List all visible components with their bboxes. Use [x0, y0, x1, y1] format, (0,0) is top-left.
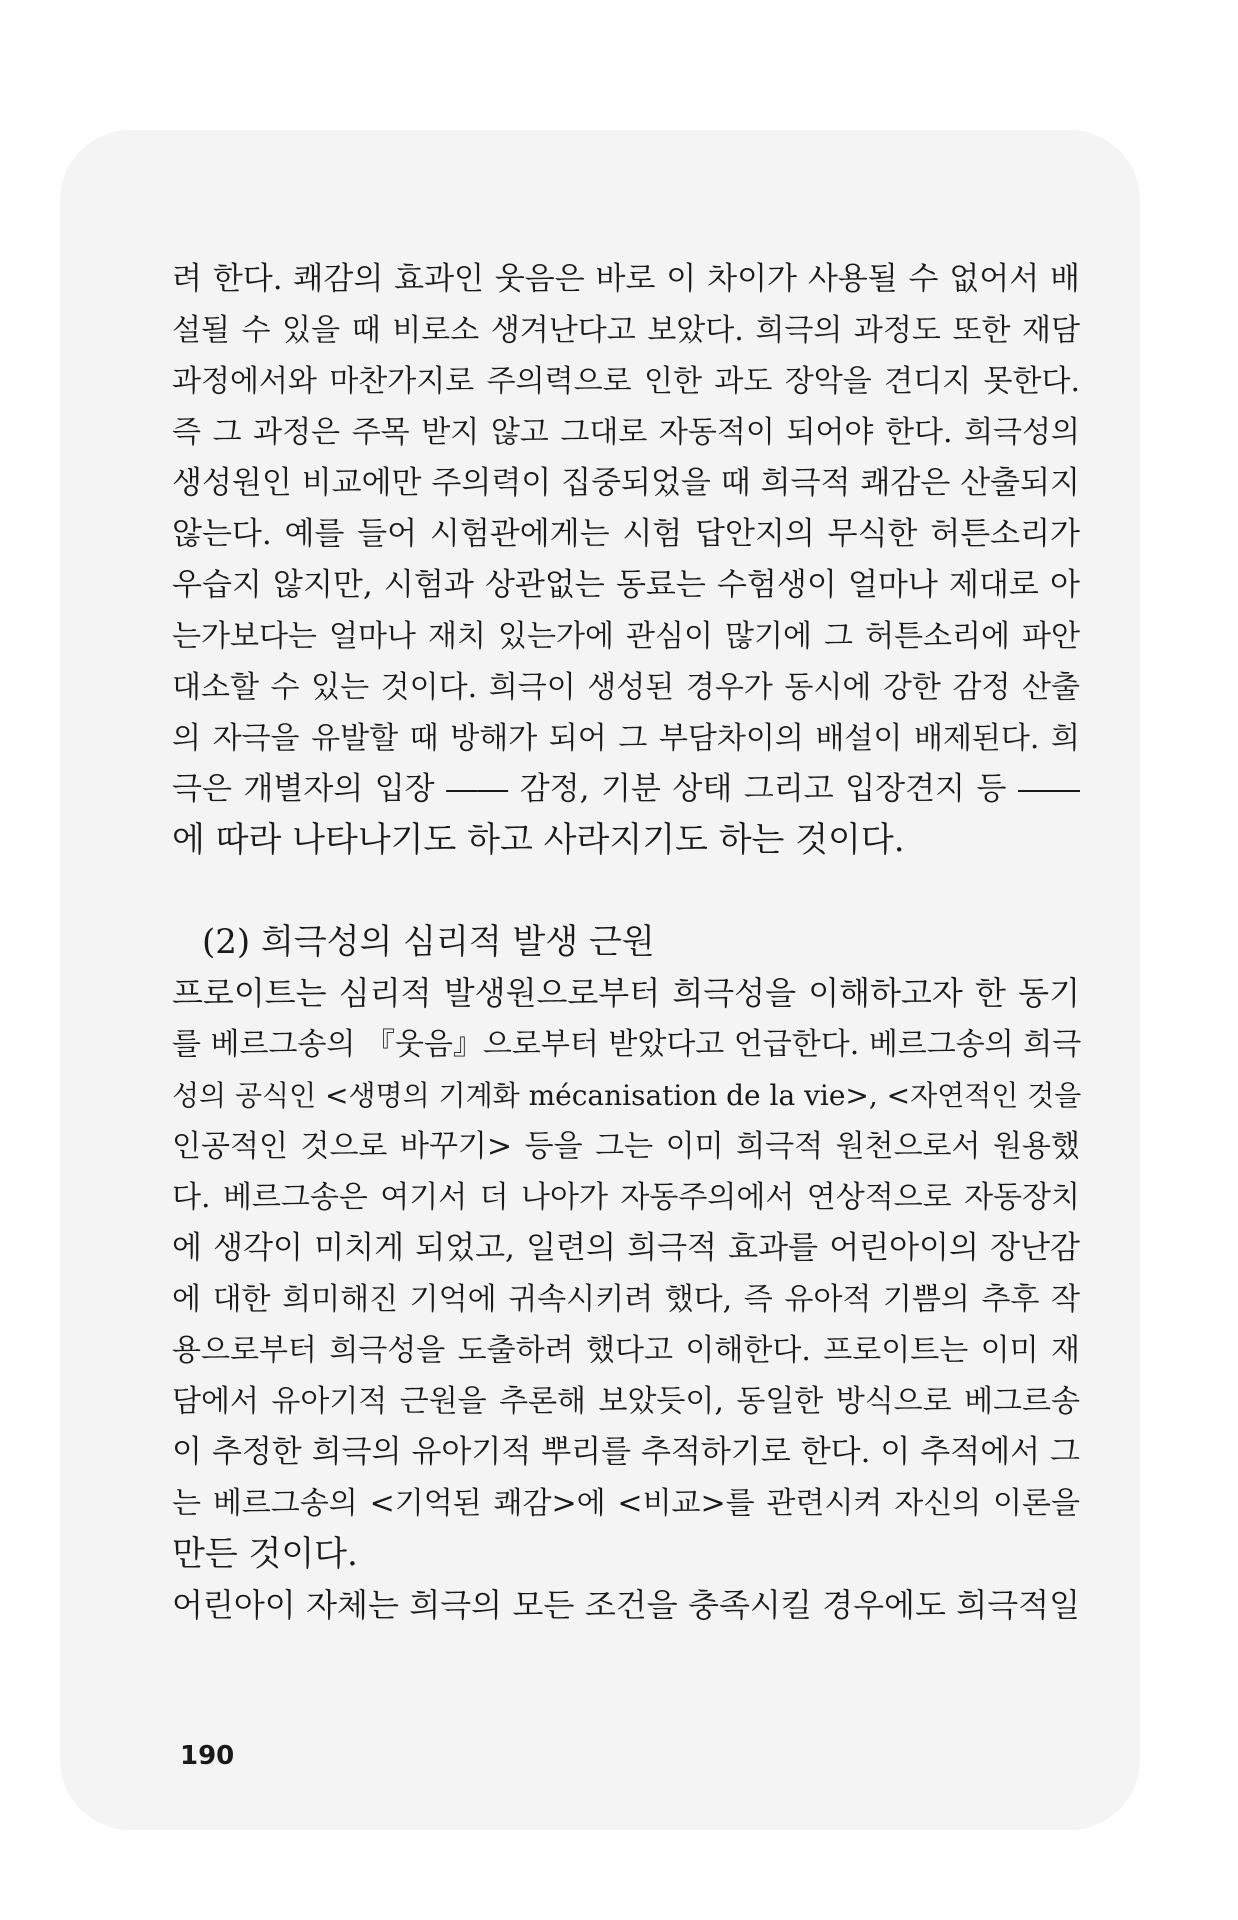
section-heading: (2) 희극성의 심리적 발생 근원 [202, 922, 655, 962]
text-line: 우습지 않지만, 시험과 상관없는 동료는 수험생이 얼마나 제대로 아 [172, 567, 1080, 603]
paragraph-2 [172, 968, 1080, 1580]
text-line: 의 자극을 유발할 때 방해가 되어 그 부담차이의 배설이 배제된다. 희 [172, 721, 1080, 756]
text-line: 인공적인 것으로 바꾸기> 등을 그는 이미 희극적 원천으로서 원용했 [172, 1129, 1080, 1164]
text-line: 는가보다는 얼마나 재치 있는가에 관심이 많기에 그 허튼소리에 파안 [172, 619, 1080, 654]
paragraph-1 [172, 254, 1080, 866]
page-number: 190 [180, 1741, 235, 1771]
text-line: 다. 베르그송은 여기서 더 나아가 자동주의에서 연상적으로 자동장치 [172, 1180, 1080, 1215]
text-line: 즉 그 과정은 주목 받지 않고 그대로 자동적이 되어야 한다. 희극성의 [172, 415, 1080, 450]
text-line: 에 따라 나타나기도 하고 사라지기도 하는 것이다. [172, 820, 905, 860]
text-line: 는 베르그송의 <기억된 쾌감>에 <비교>를 관련시켜 자신의 이론을 [172, 1486, 1080, 1521]
paragraph-3 [172, 1580, 1080, 1631]
text-line: 이 추정한 희극의 유아기적 뿌리를 추적하기로 한다. 이 추적에서 그 [172, 1434, 1080, 1470]
text-line: 용으로부터 희극성을 도출하려 했다고 이해한다. 프로이트는 이미 재 [172, 1333, 1080, 1368]
text-line: 대소할 수 있는 것이다. 희극이 생성된 경우가 동시에 강한 감정 산출 [172, 670, 1080, 705]
text-line: 생성원인 비교에만 주의력이 집중되었을 때 희극적 쾌감은 산출되지 [172, 465, 1080, 501]
text-line: 에 대한 희미해진 기억에 귀속시키려 했다, 즉 유아적 기쁨의 추후 작 [172, 1282, 1080, 1317]
text-line: 프로이트는 심리적 발생원으로부터 희극성을 이해하고자 한 동기 [172, 974, 1080, 1012]
text-line: 만든 것이다. [172, 1534, 358, 1574]
text-line: 과정에서와 마찬가지로 주의력으로 인한 과도 장악을 견디지 못한다. [172, 364, 1080, 399]
text-line: 를 베르그송의 『웃음』으로부터 받았다고 언급한다. 베르그송의 희극 [172, 1027, 1082, 1062]
text-line: 려 한다. 쾌감의 효과인 웃음은 바로 이 차이가 사용될 수 없어서 배 [172, 261, 1080, 297]
text-line: 설될 수 있을 때 비로소 생겨난다고 보았다. 희극의 과정도 또한 재담 [172, 313, 1080, 348]
text-line: 성의 공식인 <생명의 기계화 mécanisation de la vie>, <자연적인 것을 [172, 1079, 1082, 1112]
text-line: 극은 개별자의 입장 ―― 감정, 기분 상태 그리고 입장견지 등 ―― [172, 771, 1080, 807]
text-line: 어린아이 자체는 희극의 모든 조건을 충족시킬 경우에도 희극적일 [172, 1586, 1080, 1624]
body-text [172, 254, 1080, 1631]
text-line: 담에서 유아기적 근원을 추론해 보았듯이, 동일한 방식으로 베그르송 [172, 1384, 1080, 1419]
text-line: 않는다. 예를 들어 시험관에게는 시험 답안지의 무식한 허튼소리가 [172, 516, 1080, 552]
text-line: 에 생각이 미치게 되었고, 일련의 희극적 효과를 어린아이의 장난감 [172, 1230, 1080, 1266]
